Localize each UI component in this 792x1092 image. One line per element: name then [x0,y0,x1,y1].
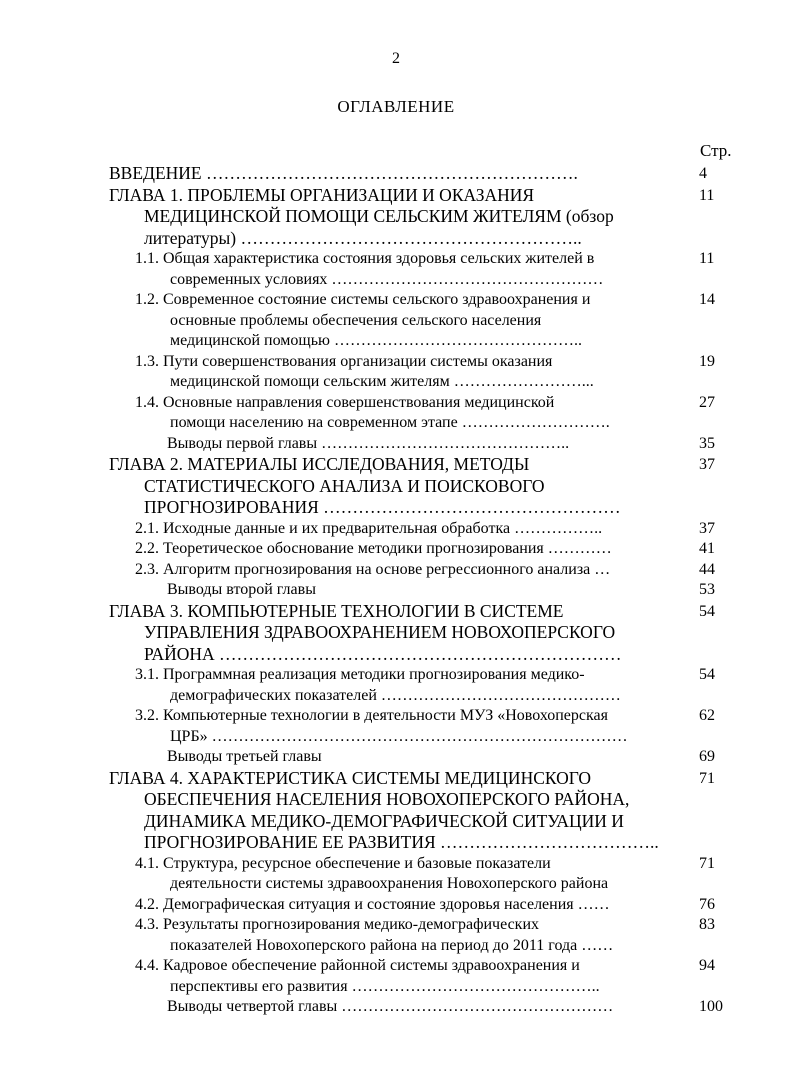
toc-entry-line: Выводы первой главы ……………………………………….. [167,434,570,452]
toc-entry-line: литературы) ………………………………………………….. [144,227,582,248]
toc-entry-sec[interactable] [109,560,745,581]
toc-entry-page: 76 [699,895,715,913]
toc-entry-text [109,747,694,768]
toc-entry-sec[interactable] [109,539,745,560]
toc-entry-line: медицинской помощью ……………………………………….. [170,332,582,349]
toc-entry-line: 1.3. Пути совершенствования организации системы оказания [135,352,553,370]
page-column-header: Стр. [700,141,732,160]
toc-entry-sec[interactable] [109,895,745,916]
toc-entry-text [109,915,694,956]
toc-entry-sec[interactable] [109,393,745,434]
toc-entry-line: РАЙОНА …………………………………………………………… [144,643,622,664]
toc-entry-sec[interactable] [109,519,745,540]
toc-entry-page: 11 [699,186,715,204]
toc-entry-sec[interactable] [109,665,745,706]
toc-entry-text [109,249,694,290]
toc-entry-line: Выводы четвертой главы …………………………………………… [167,998,614,1015]
toc-entry-text [109,290,694,352]
toc-entry-text [109,895,694,916]
toc-entry-sec[interactable] [109,249,745,290]
toc-entry-line: перспективы его развития ……………………………………….. [170,977,600,995]
toc-entry-line: помощи населению на современном этапе ………………………. [170,414,610,431]
toc-entry-text [109,539,694,560]
document-title: ОГЛАВЛЕНИЕ [337,97,455,116]
toc-entry-text [109,352,694,393]
toc-entry-line: 4.4. Кадровое обеспечение районной системы здравоохранения и [135,957,580,974]
toc-entry-text [109,854,694,895]
toc-entry-line: 1.1. Общая характеристика состояния здоровья сельских жителей в [135,250,595,267]
toc-entry-text [109,519,694,540]
toc-entry-text [109,434,694,455]
toc-entry-page: 41 [699,540,715,557]
toc-entry-sec[interactable] [109,854,745,895]
toc-entry-sec[interactable] [109,706,745,747]
toc-entry-line: ПРОГНОЗИРОВАНИЕ ЕЕ РАЗВИТИЯ ……………………………….. [144,832,659,852]
toc-entry-page: 53 [699,581,715,598]
toc-entry-line: 4.1. Структура, ресурсное обеспечение и базовые показатели [135,854,551,872]
toc-entry-text [109,601,694,666]
toc-entry-line: 2.2. Теоретическое обоснование методики прогнозирования ………… [135,540,612,557]
toc-entry-text [109,393,694,434]
toc-entry-concl[interactable] [109,434,745,455]
toc-entry-line: ВВЕДЕНИЕ ………………………………………………………. [109,163,578,183]
toc-entry-text [109,454,694,519]
toc-entry-text [109,185,694,250]
toc-entry-line: ГЛАВА 4. ХАРАКТЕРИСТИКА СИСТЕМЫ МЕДИЦИНСКОГО [109,767,592,788]
toc-entry-sec[interactable] [109,352,745,393]
toc-entry-text [109,665,694,706]
toc-entry-sec[interactable] [109,915,745,956]
toc-entry-concl[interactable] [109,997,745,1018]
toc-entry-line: ГЛАВА 3. КОМПЬЮТЕРНЫЕ ТЕХНОЛОГИИ В СИСТЕМЕ [109,600,564,621]
toc-entry-line: 3.2. Компьютерные технологии в деятельности МУЗ «Новохоперская [135,707,608,724]
toc-entry-page: 54 [699,666,715,683]
toc-entry-page: 4 [699,165,707,182]
toc-entry-page: 37 [699,456,715,473]
toc-entry-line: УПРАВЛЕНИЯ ЗДРАВООХРАНЕНИЕМ НОВОХОПЕРСКОГО [144,622,616,642]
toc-entry-line: основные проблемы обеспечения сельского населения [170,311,542,329]
toc-entry-line: МЕДИЦИНСКОЙ ПОМОЩИ СЕЛЬСКИМ ЖИТЕЛЯМ (обзор [144,206,614,226]
toc-entry-line: 1.4. Основные направления совершенствования медицинской [135,393,555,411]
toc-entry-line: 4.3. Результаты прогнозирования медико-демографических [135,916,540,933]
toc-entry-page: 100 [699,998,723,1015]
toc-entry-concl[interactable] [109,747,745,768]
toc-entry-sec[interactable] [109,290,745,352]
toc-entry-page: 54 [699,602,715,620]
toc-entry-line: ДИНАМИКА МЕДИКО-ДЕМОГРАФИЧЕСКОЙ СИТУАЦИИ И [144,810,624,831]
toc-entry-chapter[interactable] [109,601,745,666]
toc-entry-page: 37 [699,519,715,537]
toc-entry-line: ЦРБ» …………………………………………………………………… [170,727,628,745]
toc-entry-page: 94 [699,957,715,974]
toc-entry-sec[interactable] [109,956,745,997]
toc-entry-chapter[interactable] [109,454,745,519]
toc-entry-line: 2.1. Исходные данные и их предварительная обработка …………….. [135,519,603,537]
toc-entry-line: 4.2. Демографическая ситуация и состояние здоровья населения …… [135,895,610,913]
toc-entry-page: 35 [699,434,715,452]
toc-entry-page: 19 [699,352,715,370]
toc-entry-page: 71 [699,769,715,787]
toc-entry-page: 62 [699,707,715,724]
toc-entry-chapter[interactable] [109,185,745,250]
toc-entry-page: 71 [699,854,715,872]
toc-entry-page: 11 [699,250,715,267]
toc-entry-line: медицинской помощи сельским жителям ……………………... [170,373,594,390]
toc-entry-text [109,956,694,997]
toc-entry-text [109,706,694,747]
table-of-contents [109,163,745,1018]
toc-entry-line: ГЛАВА 2. МАТЕРИАЛЫ ИССЛЕДОВАНИЯ, МЕТОДЫ [109,454,530,474]
toc-entry-line: современных условиях …………………………………………… [170,270,604,288]
toc-entry-text [109,580,694,601]
toc-entry-line: ПРОГНОЗИРОВАНИЯ …………………………………………… [144,497,621,517]
toc-entry-page: 14 [699,291,715,308]
page-number: 2 [392,50,400,67]
toc-entry-text [109,997,694,1018]
toc-entry-line: деятельности системы здравоохранения Новохоперского района [170,875,609,892]
toc-entry-text [109,163,694,185]
toc-entry-page: 44 [699,560,715,578]
toc-entry-page: 83 [699,916,715,933]
toc-entry-line: Выводы второй главы [167,581,316,598]
toc-entry-line: ОБЕСПЕЧЕНИЯ НАСЕЛЕНИЯ НОВОХОПЕРСКОГО РАЙОНА, [144,789,630,809]
toc-entry-line: показателей Новохоперского района на период до 2011 года …… [170,936,614,954]
toc-entry-line: СТАТИСТИЧЕСКОГО АНАЛИЗА И ПОИСКОВОГО [144,475,545,496]
toc-entry-concl[interactable] [109,580,745,601]
toc-entry-chapter[interactable] [109,768,745,854]
toc-entry-line: 2.3. Алгоритм прогнозирования на основе регрессионного анализа … [135,560,611,578]
toc-entry-line: демографических показателей ……………………………………… [170,686,621,704]
toc-entry-line: ГЛАВА 1. ПРОБЛЕМЫ ОРГАНИЗАЦИИ И ОКАЗАНИЯ [109,184,535,205]
toc-entry-line: 3.1. Программная реализация методики прогнозирования медико- [135,666,585,683]
toc-entry-page: 69 [699,748,715,765]
toc-entry-line: 1.2. Современное состояние системы сельского здравоохранения и [135,291,591,308]
toc-entry-line: Выводы третьей главы [167,748,322,765]
toc-entry-text [109,768,694,854]
toc-entry-text [109,560,694,581]
toc-entry-page: 27 [699,393,715,411]
toc-entry-chapter[interactable] [109,163,745,185]
